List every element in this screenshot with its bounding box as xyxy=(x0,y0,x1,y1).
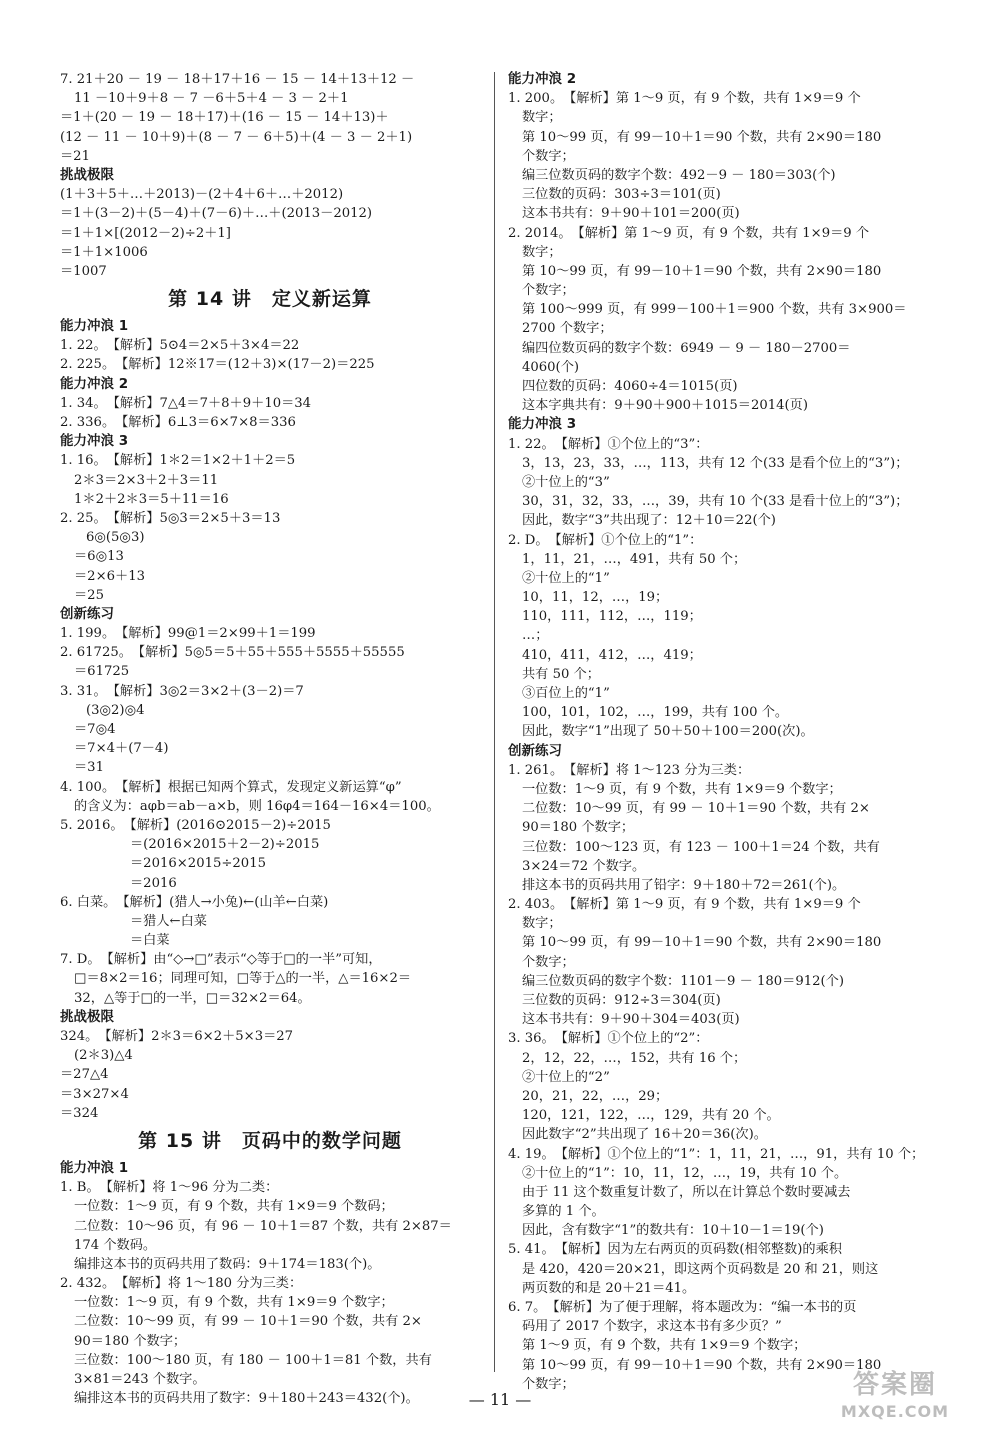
text-line: ＝21 xyxy=(60,148,90,164)
text-line: ＝61725 xyxy=(74,664,130,680)
text-line: 3，13，23，33，…，113，共有 12 个(33 是看个位上的“3”)； xyxy=(522,455,909,471)
page-number: — 11 — xyxy=(468,1390,532,1409)
text-line: 2＊3＝2×3＋2＋3＝11 xyxy=(74,472,219,488)
watermark-title: 答案圈 xyxy=(852,1370,937,1400)
text-line: 2. 225。 【解析】12※17＝(12＋3)×(17－2)＝225 xyxy=(60,357,375,373)
text-line: 共有 50 个； xyxy=(522,666,600,682)
text-line: ②十位上的“2” xyxy=(522,1069,610,1085)
watermark-logo xyxy=(820,1368,970,1428)
text-line: 7. D。 【解析】由“◇→□”表示“◇等于□的一半”可知， xyxy=(60,952,382,968)
text-line: 二位数：10～96 页，有 96 － 10＋1＝87 个数，共有 2×87＝ xyxy=(74,1218,452,1234)
text-line: 5. 41。 【解析】因为左右两页的页码数(相邻整数)的乘积 xyxy=(508,1242,842,1258)
text-line: 因此，含有数字“1”的数共有：10＋10－1＝19(个) xyxy=(522,1223,824,1239)
text-line: 这本书共有：9＋90＋304＝403(页) xyxy=(522,1012,740,1028)
text-line: 编排这本书的页码共用了数码：9＋174＝183(个)。 xyxy=(74,1256,381,1272)
text-line: 一位数：1～9 页，有 9 个数，共有 1×9＝9 个数码； xyxy=(74,1199,394,1215)
text-line: 1. B。 【解析】将 1～96 分为二类： xyxy=(60,1180,279,1196)
section-heading: 能力冲浪 1 xyxy=(60,1159,129,1176)
section-heading: 创新练习 xyxy=(60,605,114,622)
text-line: (2＊3)△4 xyxy=(74,1048,133,1064)
text-line: 编三位数页码的数字个数：492－9 － 180＝303(个) xyxy=(522,167,836,183)
section-heading: 能力冲浪 3 xyxy=(60,433,129,450)
chapter-title: 第 14 讲 定义新运算 xyxy=(168,288,372,311)
text-line: 11 －10＋9＋8 － 7 －6＋5＋4 － 3 － 2＋1 xyxy=(74,91,349,107)
text-line: 7. 21＋20 － 19 － 18＋17＋16 － 15 － 14＋13＋12 － xyxy=(60,72,415,87)
text-line: 30，31，32，33，…，39，共有 10 个(33 是看十位上的“3”)； xyxy=(522,494,909,510)
text-line: 编排这本书的页码共用了数字：9＋180＋243＝432(个)。 xyxy=(74,1391,419,1407)
text-line: 110，111，112，…，119； xyxy=(522,609,702,625)
text-line: 第 10～99 页，有 99－10＋1＝90 个数，共有 2×90＝180 xyxy=(522,129,882,145)
text-line: 的含义为：aφb＝ab－a×b，则 16φ4＝164－16×4＝100。 xyxy=(74,798,440,814)
text-line: ＝25 xyxy=(74,587,104,603)
text-line: 编三位数页码的数字个数：1101－9 － 180＝912(个) xyxy=(522,973,844,989)
text-line: ＝1＋1×1006 xyxy=(60,244,148,260)
text-line: 2. 403。 【解析】第 1～9 页，有 9 个数，共有 1×9＝9 个 xyxy=(508,897,861,913)
text-line: ＝白菜 xyxy=(130,933,170,949)
text-line: ②十位上的“1” xyxy=(522,570,610,586)
text-line: 120，121，122，…，129，共有 20 个。 xyxy=(522,1108,780,1124)
text-line: ＝324 xyxy=(60,1105,99,1121)
text-line: 排这本书的页码共用了铅字：9＋180＋72＝261(个)。 xyxy=(522,877,846,893)
text-line: 一位数：1～9 页，有 9 个数，共有 1×9＝9 个数字； xyxy=(74,1295,394,1311)
text-line: ＝1＋(3－2)＋(5－4)＋(7－6)＋…＋(2013－2012) xyxy=(60,206,373,222)
text-line: 2，12，22，…，152，共有 16 个； xyxy=(522,1050,747,1066)
text-line: …； xyxy=(522,628,549,644)
watermark-url: MXQE.COM xyxy=(840,1402,950,1421)
text-line: 2. 432。 【解析】将 1～180 分为三类： xyxy=(60,1276,303,1292)
text-line: 5. 2016。 【解析】(2016⊙2015－2)÷2015 xyxy=(60,817,331,833)
text-line: 一位数：1～9 页，有 9 个数，共有 1×9＝9 个数字； xyxy=(522,781,842,797)
left-column xyxy=(60,70,480,1408)
section-heading: 能力冲浪 3 xyxy=(508,416,577,433)
text-line: 20，21，22，…，29； xyxy=(522,1088,669,1104)
text-line: ＝31 xyxy=(74,760,104,776)
text-line: 2. 25。 【解析】5◎3＝2×5＋3＝13 xyxy=(60,510,281,526)
text-line: 因此，数字“3”共出现了：12＋10＝22(个) xyxy=(522,513,776,529)
text-line: ＝(2016×2015＋2－2)÷2015 xyxy=(130,837,320,853)
text-line: 4. 100。 【解析】根据已知两个算式，发现定义新运算“φ” xyxy=(60,779,402,795)
text-line: 90＝180 个数字； xyxy=(522,820,635,836)
section-heading: 创新练习 xyxy=(508,742,562,759)
text-line: 三位数：100～180 页，有 180 － 100＋1＝81 个数，共有 xyxy=(74,1352,432,1368)
text-line: 个数字； xyxy=(522,283,575,299)
section-heading: 挑战极限 xyxy=(60,166,114,183)
text-line: 这本书共有：9＋90＋101＝200(页) xyxy=(522,206,740,222)
text-line: (1＋3＋5＋…＋2013)－(2＋4＋6＋…＋2012) xyxy=(60,187,344,203)
text-line: 个数字； xyxy=(522,148,575,164)
text-line: 1. 261。 【解析】将 1～123 分为三类： xyxy=(508,762,751,778)
text-line: 10，11，12，…，19； xyxy=(522,590,669,606)
text-line: 是 420，420＝20×21，即这两个页码数是 20 和 21，则这 xyxy=(522,1261,879,1277)
text-line: 第 100～999 页，有 999－100＋1＝900 个数，共有 3×900＝ xyxy=(522,302,907,318)
text-line: 174 个数码。 xyxy=(74,1237,157,1253)
text-line: 第 10～99 页，有 99－10＋1＝90 个数，共有 2×90＝180 xyxy=(522,263,882,279)
text-line: 1. 22。 【解析】①个位上的“3”： xyxy=(508,436,709,452)
text-line: □＝8×2＝16；同理可知，□等于△的一半，△＝16×2＝ xyxy=(74,971,412,987)
text-line: (3◎2)◎4 xyxy=(86,702,145,718)
chapter-title: 第 15 讲 页码中的数学问题 xyxy=(138,1129,402,1152)
section-heading: 挑战极限 xyxy=(60,1008,114,1025)
text-line: 3. 31。 【解析】3◎2＝3×2＋(3－2)＝7 xyxy=(60,683,304,699)
text-line: 第 10～99 页，有 99－10＋1＝90 个数，共有 2×90＝180 xyxy=(522,1357,882,1373)
text-line: 码用了 2017 个数字，求这本书有多少页？” xyxy=(522,1319,782,1335)
text-line: 数字； xyxy=(522,244,562,260)
text-line: 因此，数字“1”出现了 50＋50＋100＝200(次)。 xyxy=(522,724,814,740)
text-line: ②十位上的“1”：10，11，12，…，19，共有 10 个。 xyxy=(522,1165,848,1181)
text-line: 2700 个数字； xyxy=(522,321,613,337)
text-line: 个数字； xyxy=(522,954,575,970)
section-heading: 能力冲浪 2 xyxy=(60,375,129,392)
text-line: 410，411，412，…，419； xyxy=(522,647,702,663)
text-line: 数字； xyxy=(522,916,562,932)
text-line: 1. 22。 【解析】5⊙4＝2×5＋3×4＝22 xyxy=(60,338,300,354)
text-line: 3. 36。 【解析】①个位上的“2”： xyxy=(508,1031,709,1047)
text-line: ＝3×27×4 xyxy=(60,1086,129,1102)
text-line: ＝7◎4 xyxy=(74,722,116,737)
text-line: 三位数的页码：303÷3＝101(页) xyxy=(522,187,721,203)
text-line: ＝1＋(20 － 19 － 18＋17)＋(16 － 15 － 14＋13)＋ xyxy=(60,110,389,126)
text-line: 1，11，21，…，491，共有 50 个； xyxy=(522,551,747,567)
text-line: ②十位上的“3” xyxy=(522,474,610,490)
column-divider xyxy=(494,72,495,1372)
text-line: 324。 【解析】2＊3＝6×2＋5×3＝27 xyxy=(60,1029,294,1044)
text-line: 100，101，102，…，199，共有 100 个。 xyxy=(522,705,789,721)
text-line: 3×24＝72 个数字。 xyxy=(522,858,646,874)
text-line: 3×81＝243 个数字。 xyxy=(74,1372,206,1387)
text-line: 个数字； xyxy=(522,1376,575,1392)
text-line: 1. 16。 【解析】1＊2＝1×2＋1＋2＝5 xyxy=(60,453,296,469)
text-line: 6. 7。 【解析】为了便于理解，将本题改为：“编一本书的页 xyxy=(508,1300,857,1315)
text-line: 1. 34。 【解析】7△4＝7＋8＋9＋10＝34 xyxy=(60,395,312,411)
text-line: 1. 199。 【解析】99@1＝2×99＋1＝199 xyxy=(60,626,316,642)
text-line: 第 1～9 页，有 9 个数，共有 1×9＝9 个数字； xyxy=(522,1338,807,1354)
text-line: 两页数的和是 20＋21＝41。 xyxy=(522,1280,696,1296)
text-line: ＝2016 xyxy=(130,875,177,891)
text-line: ＝1007 xyxy=(60,263,107,279)
text-line: 二位数：10～99 页，有 99 － 10＋1＝90 个数，共有 2× xyxy=(522,801,870,817)
text-line: 2. 336。 【解析】6⊥3＝6×7×8＝336 xyxy=(60,415,296,430)
text-line: ＝6◎13 xyxy=(74,549,124,565)
text-line: ＝7×4＋(7－4) xyxy=(74,741,169,757)
text-line: ③百位上的“1” xyxy=(522,686,610,701)
text-line: 4. 19。 【解析】①个位上的“1”：1，11，21，…，91，共有 10 个； xyxy=(508,1146,925,1162)
text-line: (12 － 11 － 10＋9)＋(8 － 7 － 6＋5)＋(4 － 3 － 2＋1) xyxy=(60,129,413,145)
text-line: 2. 2014。 【解析】第 1～9 页，有 9 个数，共有 1×9＝9 个 xyxy=(508,225,870,241)
text-line: 2. 61725。 【解析】5◎5＝5＋55＋555＋5555＋55555 xyxy=(60,645,405,661)
text-line: 多算的 1 个。 xyxy=(522,1204,605,1220)
text-line: 数字； xyxy=(522,110,562,126)
text-line: ＝2×6＋13 xyxy=(74,568,145,584)
text-line: 32，△等于□的一半，□＝32×2＝64。 xyxy=(74,990,311,1006)
text-line: 6. 白菜。 【解析】(猎人→小兔)←(山羊←白菜) xyxy=(60,894,329,910)
text-line: 4060(个) xyxy=(522,359,580,375)
text-line: 二位数：10～99 页，有 99 － 10＋1＝90 个数，共有 2× xyxy=(74,1314,422,1330)
text-line: 由于 11 这个数重复计数了，所以在计算总个数时要减去 xyxy=(522,1184,851,1200)
section-heading: 能力冲浪 2 xyxy=(508,71,577,87)
text-line: 因此数字“2”共出现了 16＋20＝36(次)。 xyxy=(522,1127,767,1143)
text-line: 三位数的页码：912÷3＝304(页) xyxy=(522,993,721,1008)
text-line: 1＊2＋2＊3＝5＋11＝16 xyxy=(74,491,229,507)
text-line: 90＝180 个数字； xyxy=(74,1333,187,1349)
text-line: 2. D。 【解析】①个位上的“1”： xyxy=(508,532,703,548)
text-line: 三位数：100～123 页，有 123 － 100＋1＝24 个数，共有 xyxy=(522,839,880,855)
text-line: ＝1＋1×[(2012－2)÷2＋1] xyxy=(60,225,231,241)
text-line: ＝2016×2015÷2015 xyxy=(130,856,266,872)
text-line: 1. 200。 【解析】第 1～9 页，有 9 个数，共有 1×9＝9 个 xyxy=(508,91,861,107)
text-line: 编四位数页码的数字个数：6949 － 9 － 180－2700＝ xyxy=(522,340,851,356)
text-line: ＝猎人←白菜 xyxy=(130,913,207,929)
text-line: ＝27△4 xyxy=(60,1067,109,1083)
section-heading: 能力冲浪 1 xyxy=(60,318,129,335)
right-column xyxy=(508,70,948,1394)
text-line: 四位数的页码：4060÷4＝1015(页) xyxy=(522,379,738,394)
text-line: 这本字典共有：9＋90＋900＋1015＝2014(页) xyxy=(522,398,809,414)
text-line: 第 10～99 页，有 99－10＋1＝90 个数，共有 2×90＝180 xyxy=(522,935,882,951)
text-line: 6◎(5◎3) xyxy=(86,530,145,546)
